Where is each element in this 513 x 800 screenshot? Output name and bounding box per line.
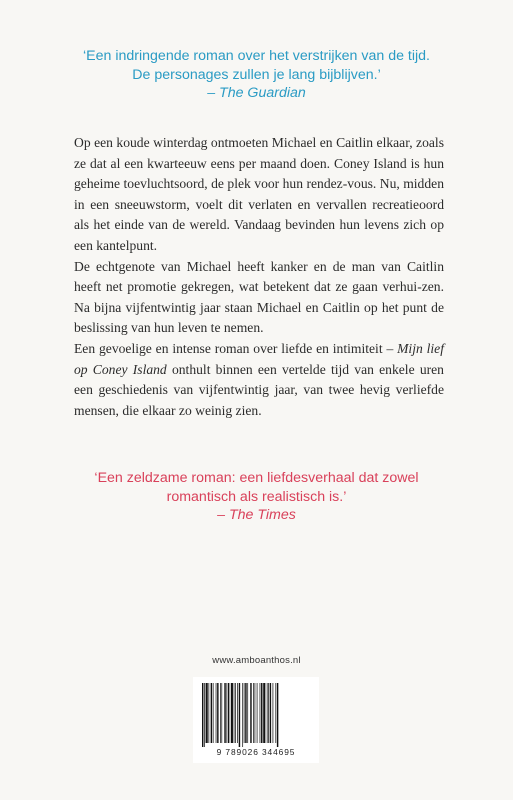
blurb-paragraph: De echtgenote van Michael heeft kanker en de man van Caitlin heeft net promotie gekregen, wat betekent dat ze gaan verhui-zen. Na bijna vijfentwintig jaar staan Michael en Caitlin op het punt de beslissing van hun leven te nemen. (74, 258, 444, 336)
review-quote-guardian (40, 47, 473, 103)
blurb-text: onthult binnen een vertelde tijd van enkele uren een geschiedenis van vijfentwintig jaar, van twee hevig verliefde mensen, die elkaar zo weinig zien. (74, 361, 444, 418)
quote-line: romantisch als realistisch is.’ (166, 488, 347, 505)
quote-attribution: – The Times (217, 507, 296, 523)
quote-line: De personages zullen je lang bijblijven.’ (132, 66, 381, 83)
blurb-text: Een gevoelige en intense roman over liefde en intimiteit – (74, 340, 398, 356)
book-title: Mijn lief op Coney Island (74, 340, 444, 377)
barcode-bars (201, 683, 311, 747)
publisher-url: www.amboanthos.nl (212, 655, 301, 666)
review-quote-times (60, 469, 453, 525)
quote-attribution: – The Guardian (207, 85, 306, 101)
quote-line: ‘Een zeldzame roman: een liefdesverhaal dat zowel (94, 470, 419, 486)
isbn-barcode (193, 677, 319, 763)
isbn-number: 9 789026 344695 (216, 747, 296, 757)
blurb-paragraph: Op een koude winterdag ontmoeten Michael en Caitlin elkaar, zoals ze dat al een kwarteeuw eens per maand doen. Coney Island is hun geheime toevluchtsoord, de plek voor hun rendez-vous. Nu, midden in een sneeuwstorm, voelt dit verlaten en vervallen recreatieoord als het einde van de wereld. Vandaag bevinden hun levens zich op een kantelpunt. (74, 135, 444, 253)
book-blurb (74, 133, 444, 421)
quote-line: ‘Een indringende roman over het verstrijken van de tijd. (83, 48, 430, 64)
blurb-paragraph (74, 339, 444, 421)
